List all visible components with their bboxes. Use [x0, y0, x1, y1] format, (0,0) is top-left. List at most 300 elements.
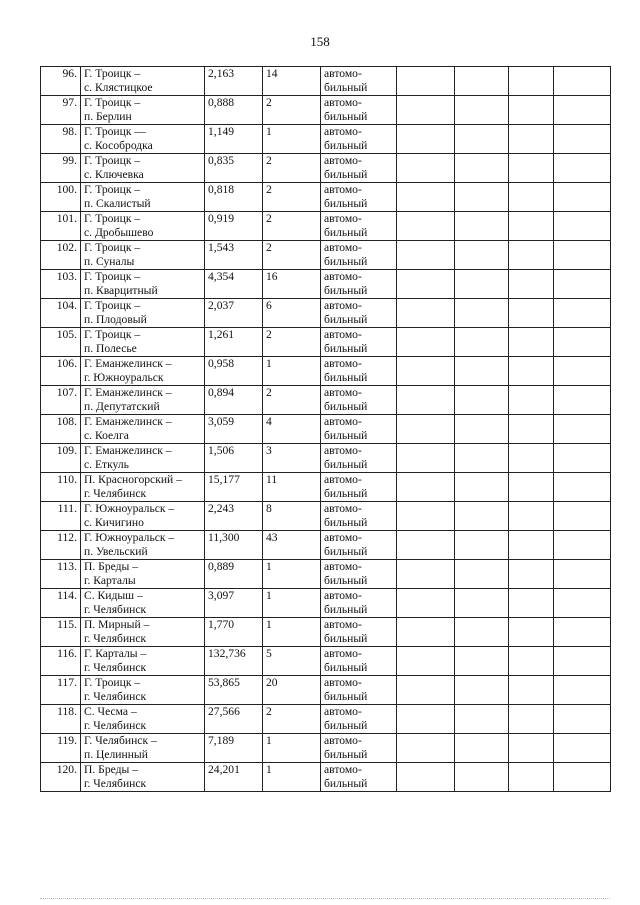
empty-cell-c: [509, 241, 554, 270]
row-number-cell-line: 105.: [56, 328, 77, 341]
table-row: [41, 705, 611, 734]
length-cell: [205, 415, 263, 444]
count-cell-line: 2: [266, 328, 272, 341]
row-number-cell-line: 96.: [62, 67, 77, 80]
transport-type-cell-line: автомо-: [324, 357, 362, 370]
route-cell: [81, 763, 205, 792]
transport-type-cell: [321, 502, 397, 531]
table-row: [41, 589, 611, 618]
length-cell: [205, 154, 263, 183]
empty-cell-a: [397, 183, 455, 212]
route-cell-line: г. Челябинск: [84, 777, 147, 790]
empty-cell-b: [455, 357, 509, 386]
empty-cell-b: [455, 415, 509, 444]
empty-cell-b: [455, 328, 509, 357]
table-row: [41, 125, 611, 154]
length-cell-line: 0,835: [208, 154, 235, 167]
empty-cell-a: [397, 270, 455, 299]
empty-cell-c: [509, 763, 554, 792]
length-cell-line: 24,201: [208, 763, 240, 776]
count-cell: [263, 67, 321, 96]
length-cell: [205, 705, 263, 734]
transport-type-cell-line: автомо-: [324, 328, 362, 341]
count-cell-line: 6: [266, 299, 272, 312]
route-cell-line: П. Бреды –: [84, 763, 139, 776]
page-number: 158: [310, 34, 330, 49]
table-row: [41, 560, 611, 589]
transport-type-cell: [321, 357, 397, 386]
route-cell-line: г. Челябинск: [84, 632, 147, 645]
empty-cell-a: [397, 299, 455, 328]
row-number-cell-line: 116.: [57, 647, 77, 660]
route-cell: [81, 212, 205, 241]
row-number-cell-line: 113.: [57, 560, 77, 573]
empty-cell-c: [509, 125, 554, 154]
transport-type-cell: [321, 734, 397, 763]
length-cell: [205, 328, 263, 357]
empty-cell-c: [509, 705, 554, 734]
route-cell: [81, 270, 205, 299]
empty-cell-b: [455, 473, 509, 502]
row-number-cell-line: 112.: [57, 531, 77, 544]
empty-cell-d: [554, 183, 611, 212]
length-cell-line: 1,261: [208, 328, 235, 341]
transport-type-cell: [321, 67, 397, 96]
table-row: [41, 734, 611, 763]
empty-cell-d: [554, 444, 611, 473]
empty-cell-c: [509, 618, 554, 647]
length-cell: [205, 531, 263, 560]
table-row: [41, 154, 611, 183]
row-number-cell: [41, 212, 81, 241]
route-cell-line: Г. Южноуральск –: [84, 502, 175, 515]
route-cell-line: с. Коелга: [84, 429, 129, 442]
row-number-cell: [41, 415, 81, 444]
empty-cell-a: [397, 328, 455, 357]
transport-type-cell: [321, 241, 397, 270]
empty-cell-d: [554, 299, 611, 328]
table-row: [41, 67, 611, 96]
count-cell-line: 16: [266, 270, 278, 283]
row-number-cell-line: 109.: [56, 444, 77, 457]
transport-type-cell: [321, 589, 397, 618]
row-number-cell-line: 107.: [56, 386, 77, 399]
empty-cell-a: [397, 96, 455, 125]
transport-type-cell-line: бильный: [324, 516, 368, 529]
row-number-cell: [41, 734, 81, 763]
count-cell: [263, 328, 321, 357]
length-cell-line: 0,919: [208, 212, 235, 225]
transport-type-cell-line: автомо-: [324, 647, 362, 660]
empty-cell-a: [397, 357, 455, 386]
row-number-cell-line: 97.: [62, 96, 77, 109]
transport-type-cell-line: бильный: [324, 371, 368, 384]
empty-cell-d: [554, 212, 611, 241]
route-cell: [81, 299, 205, 328]
empty-cell-a: [397, 763, 455, 792]
transport-type-cell: [321, 183, 397, 212]
empty-cell-b: [455, 618, 509, 647]
length-cell: [205, 67, 263, 96]
empty-cell-d: [554, 502, 611, 531]
row-number-cell: [41, 183, 81, 212]
length-cell: [205, 560, 263, 589]
count-cell: [263, 241, 321, 270]
route-cell-line: Г. Еманжелинск –: [84, 444, 172, 457]
row-number-cell: [41, 328, 81, 357]
transport-type-cell: [321, 763, 397, 792]
transport-type-cell-line: автомо-: [324, 241, 362, 254]
transport-type-cell-line: автомо-: [324, 473, 362, 486]
empty-cell-c: [509, 154, 554, 183]
transport-type-cell-line: автомо-: [324, 270, 362, 283]
route-cell-line: г. Челябинск: [84, 719, 147, 732]
empty-cell-c: [509, 444, 554, 473]
transport-type-cell: [321, 96, 397, 125]
transport-type-cell: [321, 212, 397, 241]
route-cell-line: г. Челябинск: [84, 690, 147, 703]
count-cell-line: 2: [266, 705, 272, 718]
transport-type-cell-line: бильный: [324, 284, 368, 297]
count-cell-line: 2: [266, 96, 272, 109]
length-cell-line: 11,300: [208, 531, 240, 544]
transport-type-cell-line: бильный: [324, 342, 368, 355]
empty-cell-d: [554, 618, 611, 647]
route-cell-line: г. Челябинск: [84, 603, 147, 616]
row-number-cell-line: 108.: [56, 415, 77, 428]
transport-type-cell-line: бильный: [324, 603, 368, 616]
count-cell-line: 3: [266, 444, 272, 457]
length-cell: [205, 618, 263, 647]
transport-type-cell-line: бильный: [324, 748, 368, 761]
empty-cell-b: [455, 705, 509, 734]
count-cell: [263, 531, 321, 560]
transport-type-cell-line: бильный: [324, 197, 368, 210]
row-number-cell-line: 117.: [57, 676, 77, 689]
route-cell-line: С. Кидыш –: [84, 589, 143, 602]
route-cell-line: г. Южноуральск: [84, 371, 164, 384]
empty-cell-b: [455, 560, 509, 589]
route-cell: [81, 502, 205, 531]
route-cell: [81, 589, 205, 618]
empty-cell-b: [455, 183, 509, 212]
count-cell-line: 2: [266, 212, 272, 225]
route-cell: [81, 328, 205, 357]
transport-type-cell-line: бильный: [324, 545, 368, 558]
count-cell: [263, 473, 321, 502]
transport-type-cell: [321, 444, 397, 473]
count-cell: [263, 502, 321, 531]
count-cell-line: 20: [266, 676, 278, 689]
route-cell: [81, 357, 205, 386]
transport-type-cell-line: автомо-: [324, 531, 362, 544]
count-cell: [263, 212, 321, 241]
row-number-cell: [41, 154, 81, 183]
count-cell-line: 1: [266, 734, 272, 747]
route-cell-line: Г. Троицк –: [84, 299, 141, 312]
table-row: [41, 676, 611, 705]
routes-table: [40, 66, 611, 792]
transport-type-cell: [321, 618, 397, 647]
empty-cell-c: [509, 647, 554, 676]
transport-type-cell-line: автомо-: [324, 705, 362, 718]
empty-cell-d: [554, 531, 611, 560]
route-cell-line: г. Челябинск: [84, 487, 147, 500]
route-cell-line: с. Кичигино: [84, 516, 144, 529]
length-cell-line: 1,506: [208, 444, 235, 457]
empty-cell-c: [509, 386, 554, 415]
row-number-cell: [41, 473, 81, 502]
transport-type-cell-line: автомо-: [324, 154, 362, 167]
empty-cell-a: [397, 618, 455, 647]
transport-type-cell: [321, 154, 397, 183]
row-number-cell: [41, 560, 81, 589]
route-cell-line: с. Клястицкое: [84, 81, 153, 94]
transport-type-cell: [321, 125, 397, 154]
row-number-cell: [41, 67, 81, 96]
transport-type-cell-line: автомо-: [324, 589, 362, 602]
route-cell-line: с. Кособродка: [84, 139, 153, 152]
empty-cell-c: [509, 560, 554, 589]
count-cell: [263, 560, 321, 589]
table-row: [41, 241, 611, 270]
empty-cell-b: [455, 444, 509, 473]
empty-cell-d: [554, 589, 611, 618]
route-cell-line: Г. Троицк –: [84, 676, 141, 689]
route-cell-line: П. Мирный –: [84, 618, 150, 631]
route-cell-line: Г. Троицк —: [84, 125, 146, 138]
route-cell-line: с. Еткуль: [84, 458, 129, 471]
length-cell-line: 53,865: [208, 676, 240, 689]
empty-cell-b: [455, 734, 509, 763]
length-cell-line: 2,243: [208, 502, 235, 515]
empty-cell-b: [455, 212, 509, 241]
empty-cell-d: [554, 386, 611, 415]
transport-type-cell-line: автомо-: [324, 299, 362, 312]
empty-cell-a: [397, 705, 455, 734]
route-cell-line: Г. Троицк –: [84, 328, 141, 341]
route-cell-line: п. Плодовый: [84, 313, 147, 326]
row-number-cell: [41, 299, 81, 328]
transport-type-cell-line: бильный: [324, 777, 368, 790]
route-cell: [81, 415, 205, 444]
count-cell: [263, 183, 321, 212]
transport-type-cell: [321, 328, 397, 357]
length-cell-line: 0,888: [208, 96, 235, 109]
table-row: [41, 183, 611, 212]
length-cell-line: 27,566: [208, 705, 240, 718]
count-cell-line: 43: [266, 531, 278, 544]
transport-type-cell-line: бильный: [324, 226, 368, 239]
length-cell: [205, 676, 263, 705]
empty-cell-b: [455, 67, 509, 96]
empty-cell-c: [509, 212, 554, 241]
empty-cell-d: [554, 763, 611, 792]
count-cell: [263, 96, 321, 125]
route-cell-line: Г. Троицк –: [84, 183, 141, 196]
empty-cell-c: [509, 96, 554, 125]
transport-type-cell-line: бильный: [324, 400, 368, 413]
route-cell-line: П. Бреды –: [84, 560, 139, 573]
count-cell: [263, 125, 321, 154]
route-cell-line: С. Чесма –: [84, 705, 137, 718]
length-cell: [205, 589, 263, 618]
transport-type-cell: [321, 299, 397, 328]
transport-type-cell-line: автомо-: [324, 125, 362, 138]
count-cell-line: 14: [266, 67, 278, 80]
transport-type-cell-line: автомо-: [324, 502, 362, 515]
transport-type-cell-line: бильный: [324, 719, 368, 732]
table-row: [41, 299, 611, 328]
table-row: [41, 618, 611, 647]
route-cell: [81, 125, 205, 154]
transport-type-cell: [321, 415, 397, 444]
length-cell: [205, 763, 263, 792]
route-cell-line: Г. Еманжелинск –: [84, 415, 172, 428]
empty-cell-a: [397, 154, 455, 183]
route-cell: [81, 96, 205, 125]
empty-cell-a: [397, 386, 455, 415]
transport-type-cell-line: бильный: [324, 458, 368, 471]
empty-cell-b: [455, 241, 509, 270]
route-cell: [81, 386, 205, 415]
empty-cell-d: [554, 473, 611, 502]
route-cell-line: г. Карталы: [84, 574, 136, 587]
transport-type-cell: [321, 647, 397, 676]
length-cell: [205, 502, 263, 531]
transport-type-cell: [321, 705, 397, 734]
empty-cell-b: [455, 154, 509, 183]
route-cell-line: Г. Троицк –: [84, 67, 141, 80]
empty-cell-b: [455, 647, 509, 676]
empty-cell-a: [397, 473, 455, 502]
empty-cell-d: [554, 270, 611, 299]
route-cell: [81, 705, 205, 734]
empty-cell-c: [509, 67, 554, 96]
route-cell-line: с. Дробышево: [84, 226, 154, 239]
count-cell-line: 8: [266, 502, 272, 515]
length-cell: [205, 241, 263, 270]
empty-cell-d: [554, 705, 611, 734]
empty-cell-d: [554, 647, 611, 676]
route-cell: [81, 154, 205, 183]
transport-type-cell-line: бильный: [324, 487, 368, 500]
row-number-cell-line: 104.: [56, 299, 77, 312]
length-cell-line: 2,037: [208, 299, 235, 312]
route-cell-line: п. Суналы: [84, 255, 135, 268]
transport-type-cell: [321, 386, 397, 415]
empty-cell-d: [554, 96, 611, 125]
route-cell: [81, 444, 205, 473]
table-row: [41, 386, 611, 415]
route-cell: [81, 618, 205, 647]
transport-type-cell-line: автомо-: [324, 734, 362, 747]
count-cell: [263, 763, 321, 792]
empty-cell-c: [509, 473, 554, 502]
length-cell: [205, 96, 263, 125]
count-cell-line: 1: [266, 560, 272, 573]
transport-type-cell-line: автомо-: [324, 560, 362, 573]
length-cell-line: 7,189: [208, 734, 235, 747]
table-row: [41, 212, 611, 241]
row-number-cell: [41, 531, 81, 560]
length-cell-line: 0,894: [208, 386, 235, 399]
transport-type-cell-line: бильный: [324, 168, 368, 181]
table-row: [41, 647, 611, 676]
route-cell-line: п. Кварцитный: [84, 284, 158, 297]
row-number-cell-line: 103.: [56, 270, 77, 283]
count-cell: [263, 589, 321, 618]
route-cell-line: Г. Троицк –: [84, 270, 141, 283]
route-cell: [81, 67, 205, 96]
row-number-cell: [41, 125, 81, 154]
empty-cell-d: [554, 154, 611, 183]
table-row: [41, 473, 611, 502]
table-row: [41, 357, 611, 386]
transport-type-cell-line: бильный: [324, 255, 368, 268]
routes-table-body: [41, 67, 611, 792]
row-number-cell: [41, 589, 81, 618]
count-cell-line: 2: [266, 154, 272, 167]
length-cell-line: 1,149: [208, 125, 235, 138]
length-cell-line: 15,177: [208, 473, 240, 486]
count-cell: [263, 299, 321, 328]
transport-type-cell-line: автомо-: [324, 763, 362, 776]
count-cell-line: 2: [266, 386, 272, 399]
length-cell: [205, 183, 263, 212]
empty-cell-d: [554, 328, 611, 357]
transport-type-cell-line: бильный: [324, 574, 368, 587]
route-cell: [81, 676, 205, 705]
empty-cell-b: [455, 299, 509, 328]
empty-cell-c: [509, 502, 554, 531]
table-row: [41, 444, 611, 473]
count-cell: [263, 734, 321, 763]
empty-cell-a: [397, 212, 455, 241]
route-cell-line: Г. Карталы –: [84, 647, 147, 660]
count-cell: [263, 444, 321, 473]
empty-cell-c: [509, 183, 554, 212]
empty-cell-a: [397, 531, 455, 560]
count-cell-line: 1: [266, 125, 272, 138]
row-number-cell: [41, 270, 81, 299]
length-cell: [205, 473, 263, 502]
route-cell-line: Г. Еманжелинск –: [84, 357, 172, 370]
empty-cell-a: [397, 734, 455, 763]
route-cell-line: п. Скалистый: [84, 197, 151, 210]
table-row: [41, 96, 611, 125]
empty-cell-a: [397, 589, 455, 618]
empty-cell-c: [509, 415, 554, 444]
empty-cell-c: [509, 357, 554, 386]
transport-type-cell-line: автомо-: [324, 444, 362, 457]
row-number-cell-line: 106.: [56, 357, 77, 370]
transport-type-cell: [321, 473, 397, 502]
count-cell-line: 5: [266, 647, 272, 660]
route-cell-line: Г. Троицк –: [84, 96, 141, 109]
empty-cell-d: [554, 560, 611, 589]
transport-type-cell: [321, 270, 397, 299]
length-cell: [205, 386, 263, 415]
table-row: [41, 328, 611, 357]
transport-type-cell: [321, 560, 397, 589]
route-cell-line: Г. Южноуральск –: [84, 531, 175, 544]
count-cell: [263, 357, 321, 386]
transport-type-cell-line: автомо-: [324, 676, 362, 689]
empty-cell-d: [554, 676, 611, 705]
route-cell-line: п. Целинный: [84, 748, 148, 761]
count-cell: [263, 154, 321, 183]
